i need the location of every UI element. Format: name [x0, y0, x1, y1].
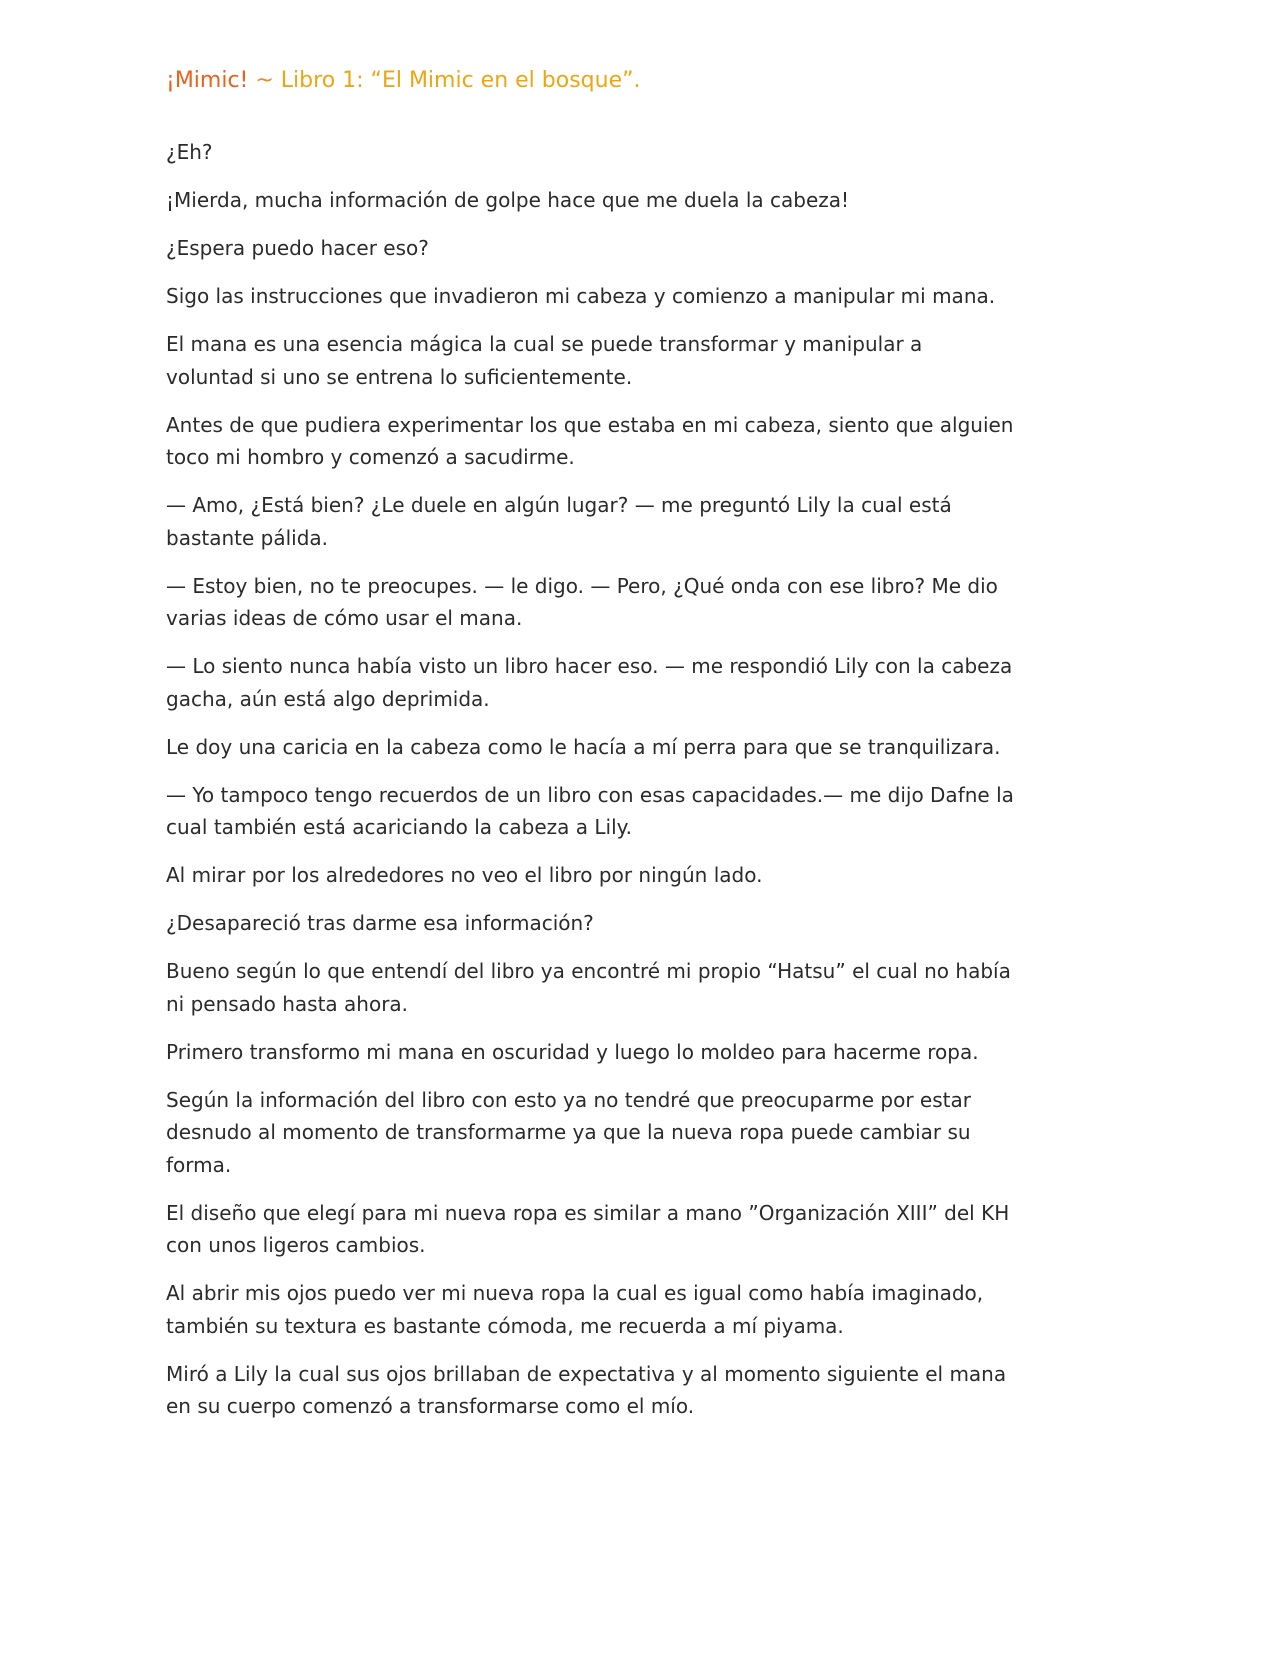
book-title: Libro 1: “El Mimic en el bosque”.	[280, 68, 641, 93]
paragraph: Miró a Lily la cual sus ojos brillaban de expectativa y al momento siguiente el mana en su cuerpo comenzó a transformarse como el mío.	[166, 1361, 1007, 1418]
paragraph: ¿Desapareció tras darme esa información?	[166, 911, 594, 935]
paragraph: Al mirar por los alrededores no veo el libro por ningún lado.	[166, 863, 763, 887]
paragraph: — Amo, ¿Está bien? ¿Le duele en algún lugar? — me preguntó Lily la cual está bastante pálida.	[166, 493, 952, 550]
paragraph: Sigo las instrucciones que invadieron mi cabeza y comienzo a manipular mi mana.	[166, 284, 996, 308]
paragraph: — Estoy bien, no te preocupes. — le digo. — Pero, ¿Qué onda con ese libro? Me dio varias ideas de cómo usar el mana.	[166, 573, 998, 630]
document-header	[166, 66, 641, 96]
document-body	[166, 136, 1016, 1438]
paragraph: Primero transformo mi mana en oscuridad y luego lo moldeo para hacerme ropa.	[166, 1039, 979, 1064]
series-title: ¡Mimic!	[166, 68, 249, 93]
paragraph: Bueno según lo que entendí del libro ya encontré mi propio “Hatsu” el cual no había ni pensado hasta ahora.	[166, 959, 1011, 1016]
paragraph: El diseño que elegí para mi nueva ropa es similar a mano ”Organización XIII” del KH con unos ligeros cambios.	[166, 1200, 1010, 1257]
paragraph: Antes de que pudiera experimentar los que estaba en mi cabeza, siento que alguien toco mi hombro y comenzó a sacudirme.	[166, 412, 1014, 469]
paragraph: ¿Espera puedo hacer eso?	[166, 236, 429, 260]
paragraph: ¿Eh?	[166, 140, 213, 164]
paragraph: Según la información del libro con esto ya no tendré que preocuparme por estar desnudo al momento de transformarme ya que la nueva ropa puede cambiar su forma.	[166, 1087, 971, 1177]
paragraph: ¡Mierda, mucha información de golpe hace que me duela la cabeza!	[166, 188, 850, 212]
paragraph: Al abrir mis ojos puedo ver mi nueva ropa la cual es igual como había imaginado, también su textura es bastante cómoda, me recuerda a mí piyama.	[166, 1281, 984, 1338]
paragraph: — Lo siento nunca había visto un libro hacer eso. — me respondió Lily con la cabeza gacha, aún está algo deprimida.	[166, 654, 1013, 711]
paragraph: Le doy una caricia en la cabeza como le hacía a mí perra para que se tranquilizara.	[166, 734, 1001, 759]
header-separator: ~	[248, 68, 281, 93]
paragraph: El mana es una esencia mágica la cual se puede transformar y manipular a voluntad si uno se entrena lo suficientemente.	[166, 332, 923, 389]
paragraph: — Yo tampoco tengo recuerdos de un libro con esas capacidades.— me dijo Dafne la cual también está acariciando la cabeza a Lily.	[166, 782, 1014, 839]
